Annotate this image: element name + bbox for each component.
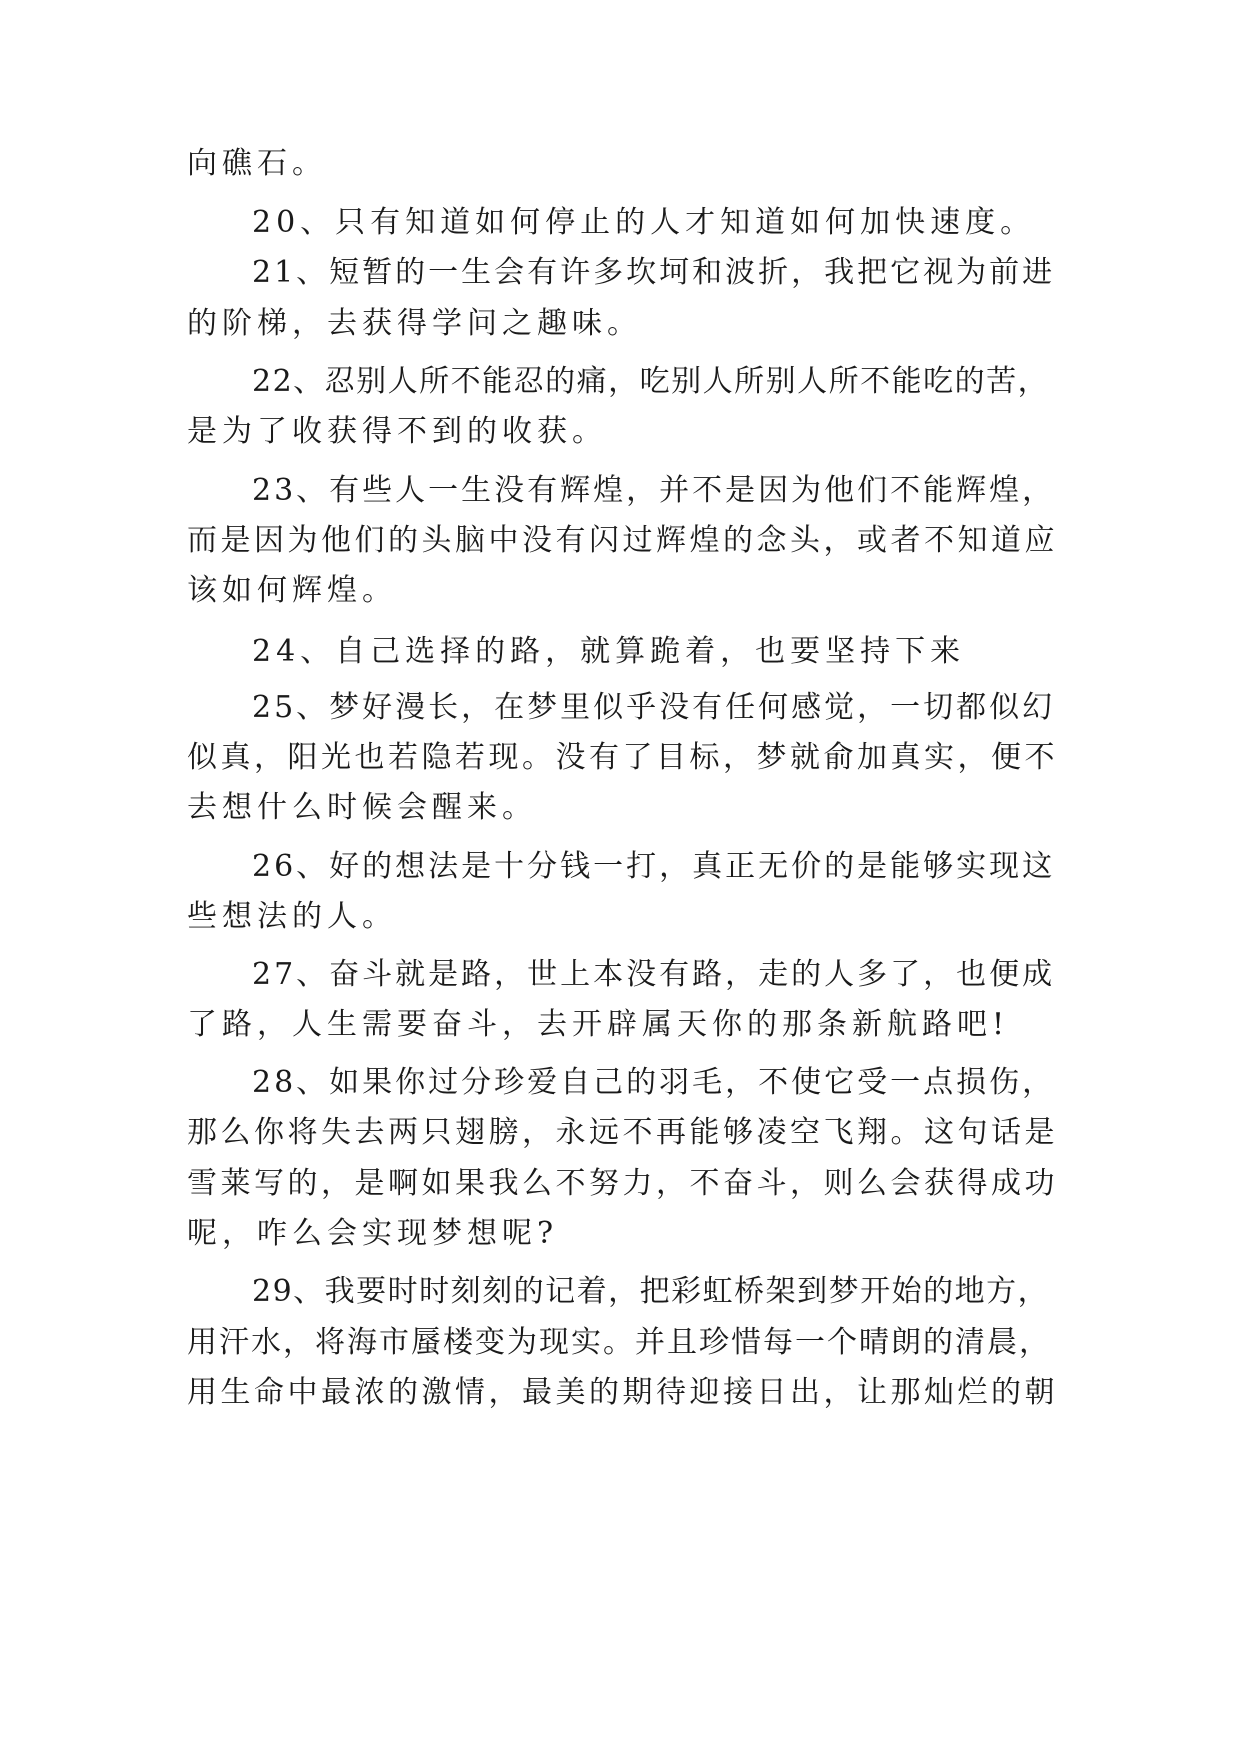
text-line: 28、如果你过分珍爱自己的羽毛，不使它受一点损伤， [252, 1065, 1056, 1100]
text-line: 雪莱写的，是啊如果我么不努力，不奋斗，则么会获得成功 [187, 1166, 1058, 1201]
text-line: 20、只有知道如何停止的人才知道如何加快速度。 [252, 205, 1036, 240]
text-line: 25、梦好漫长，在梦里似乎没有任何感觉，一切都似幻 [252, 690, 1056, 725]
text-line: 26、好的想法是十分钱一打，真正无价的是能够实现这 [252, 849, 1056, 884]
text-line: 似真，阳光也若隐若现。没有了目标，梦就俞加真实，便不 [187, 740, 1058, 775]
text-line: 向礁石。 [187, 146, 327, 181]
text-line: 呢，咋么会实现梦想呢? [187, 1216, 559, 1251]
text-line: 的阶梯，去获得学问之趣味。 [187, 306, 642, 341]
text-line: 那么你将失去两只翅膀，永远不再能够凌空飞翔。这句话是 [187, 1115, 1058, 1150]
text-line: 24、自己选择的路，就算跪着，也要坚持下来 [252, 634, 966, 669]
text-line: 而是因为他们的头脑中没有闪过辉煌的念头，或者不知道应 [187, 523, 1058, 558]
text-line: 去想什么时候会醒来。 [187, 790, 537, 825]
text-line: 29、我要时时刻刻的记着，把彩虹桥架到梦开始的地方， [252, 1274, 1050, 1309]
text-line: 用汗水，将海市蜃楼变为现实。并且珍惜每一个晴朗的清晨， [187, 1325, 1051, 1360]
text-line: 21、短暂的一生会有许多坎坷和波折，我把它视为前进 [252, 255, 1056, 290]
text-line: 22、忍别人所不能忍的痛，吃别人所别人所不能吃的苦， [252, 364, 1050, 399]
text-line: 是为了收获得不到的收获。 [187, 414, 607, 449]
text-line: 了路，人生需要奋斗，去开辟属天你的那条新航路吧! [187, 1007, 1010, 1042]
text-line: 该如何辉煌。 [187, 573, 397, 608]
text-line: 23、有些人一生没有辉煌，并不是因为他们不能辉煌， [252, 473, 1056, 508]
text-line: 27、奋斗就是路，世上本没有路，走的人多了，也便成 [252, 957, 1056, 992]
text-line: 用生命中最浓的激情，最美的期待迎接日出，让那灿烂的朝 [187, 1375, 1058, 1410]
text-line: 些想法的人。 [187, 899, 397, 934]
